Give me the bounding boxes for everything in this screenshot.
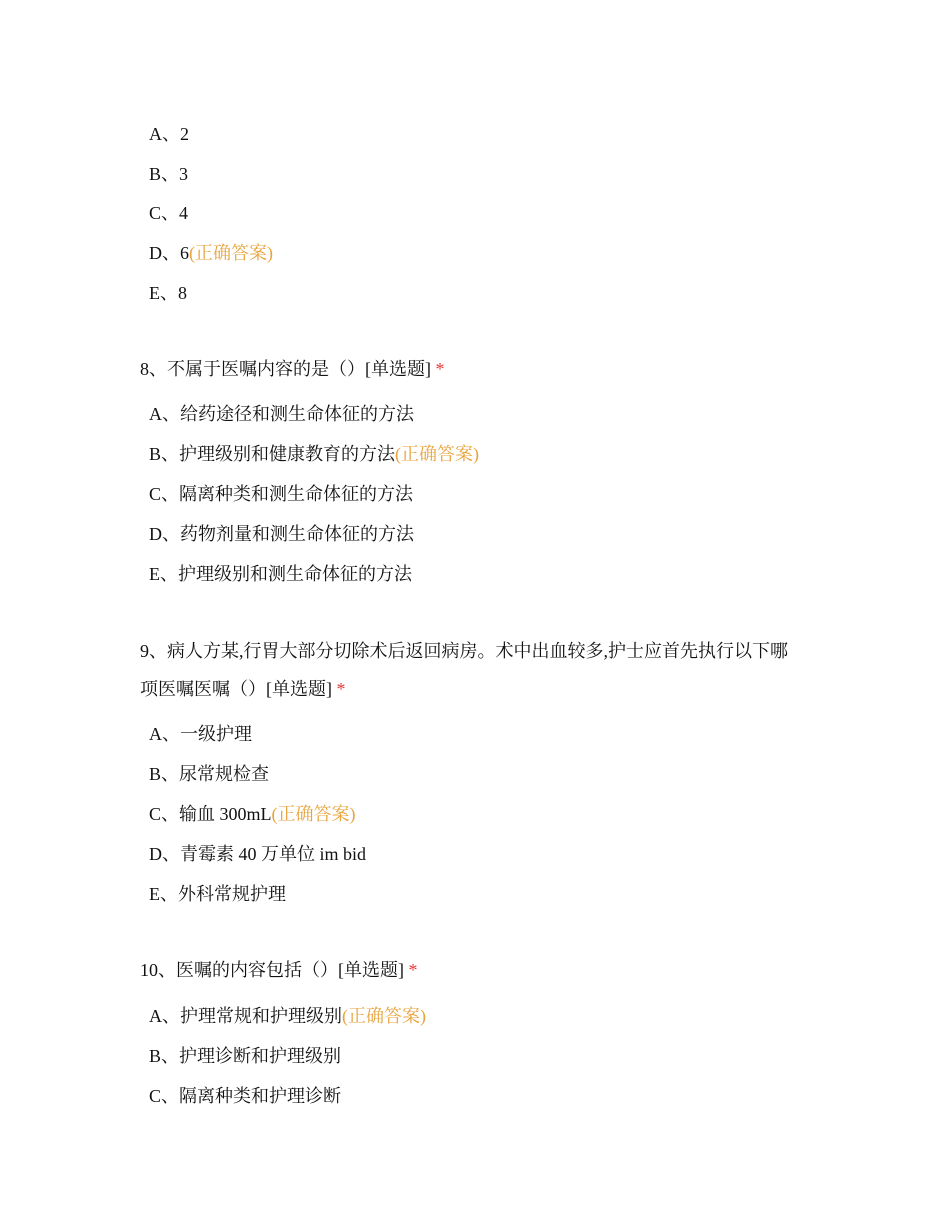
q7-option-c-text: C、4 [149, 203, 189, 223]
q8-option-c[interactable] [149, 481, 413, 507]
q8-option-d-text: D、药物剂量和测生命体征的方法 [149, 524, 414, 544]
q7-option-e-text: E、8 [149, 283, 187, 303]
q9-option-a-text: A、一级护理 [149, 724, 252, 744]
q7-option-a-text: A、2 [149, 124, 189, 144]
q7-option-b[interactable] [149, 161, 188, 187]
q8-option-e[interactable] [149, 561, 412, 587]
q9-option-e[interactable] [149, 881, 286, 907]
q9-option-b[interactable] [149, 761, 269, 787]
q9-option-e-text: E、外科常规护理 [149, 884, 286, 904]
q9-option-b-text: B、尿常规检查 [149, 764, 270, 784]
q8-type-tag: [单选题] [365, 359, 431, 379]
q9-option-d-text: D、青霉素 40 万单位 im bid [149, 844, 367, 864]
q9-option-a[interactable] [149, 721, 252, 747]
q7-option-e[interactable] [149, 280, 187, 306]
q10-stem-text: 10、医嘱的内容包括（） [140, 960, 338, 980]
correct-answer-marker: (正确答案) [189, 243, 273, 263]
q9-type-tag: [单选题] [266, 679, 332, 699]
correct-answer-marker: (正确答案) [342, 1006, 426, 1026]
q10-option-b[interactable] [149, 1043, 341, 1069]
q9-option-c-text: C、输血 300mL [149, 804, 272, 824]
q8-option-a-text: A、给药途径和测生命体征的方法 [149, 404, 414, 424]
q8-option-c-text: C、隔离种类和测生命体征的方法 [149, 484, 414, 504]
q7-option-a[interactable] [149, 121, 189, 147]
q9-stem-line-2 [140, 676, 346, 702]
q9-stem-text-2: 项医嘱医嘱（） [140, 679, 266, 699]
q10-option-c-text: C、隔离种类和护理诊断 [149, 1086, 342, 1106]
q9-stem-line-1 [140, 638, 788, 664]
q10-option-a[interactable] [149, 1003, 426, 1029]
q8-option-a[interactable] [149, 401, 414, 427]
q8-stem [140, 356, 445, 382]
q7-option-d-text: D、6 [149, 243, 189, 263]
q7-option-b-text: B、3 [149, 164, 189, 184]
q8-option-b[interactable] [149, 441, 479, 467]
q10-type-tag: [单选题] [338, 960, 404, 980]
q8-option-b-text: B、护理级别和健康教育的方法 [149, 444, 396, 464]
q7-option-c[interactable] [149, 200, 188, 226]
q10-option-b-text: B、护理诊断和护理级别 [149, 1046, 342, 1066]
q8-required-mark: * [435, 359, 445, 379]
q10-option-c[interactable] [149, 1083, 341, 1109]
q8-option-d[interactable] [149, 521, 414, 547]
q7-option-d[interactable] [149, 240, 273, 266]
correct-answer-marker: (正确答案) [395, 444, 480, 464]
q10-stem [140, 957, 418, 983]
q8-option-e-text: E、护理级别和测生命体征的方法 [149, 564, 412, 584]
correct-answer-marker: (正确答案) [271, 804, 356, 824]
q9-option-d[interactable] [149, 841, 366, 867]
q8-stem-text: 8、不属于医嘱内容的是（） [140, 359, 365, 379]
q9-required-mark: * [336, 679, 346, 699]
q10-required-mark: * [408, 960, 418, 980]
q10-option-a-text: A、护理常规和护理级别 [149, 1006, 342, 1026]
q9-stem-text-1: 9、病人方某,行胃大部分切除术后返回病房。术中出血较多,护士应首先执行以下哪 [140, 641, 788, 661]
q9-option-c[interactable] [149, 801, 356, 827]
